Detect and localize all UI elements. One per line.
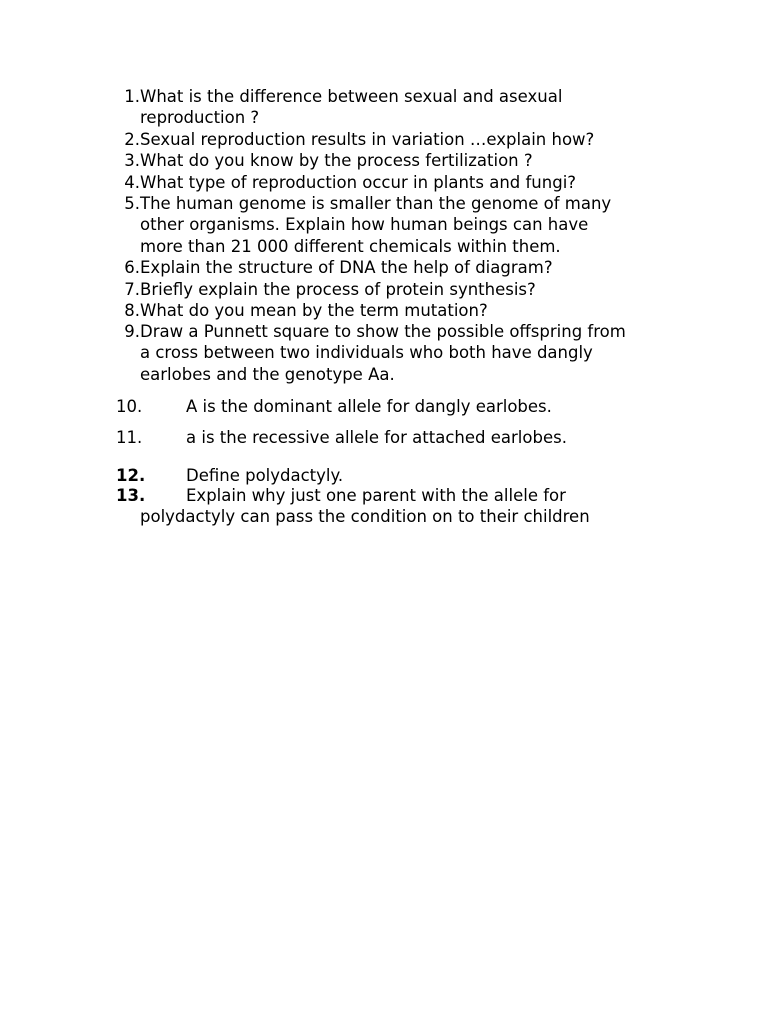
- question-line: other organisms. Explain how human beings can have: [140, 215, 589, 235]
- question-text: [140, 257, 553, 278]
- question-number: 7.: [124, 280, 140, 299]
- question-line: reproduction ?: [140, 108, 260, 128]
- question-number: 3.: [124, 151, 140, 170]
- question-text: [140, 193, 611, 257]
- question-line: What do you mean by the term mutation?: [140, 301, 488, 320]
- question-text: [140, 279, 536, 300]
- question-line: What is the difference between sexual and asexual: [140, 87, 563, 106]
- question-text: [140, 321, 626, 385]
- question-text: [140, 172, 576, 193]
- question-number: 10.: [116, 397, 143, 416]
- question-number: 5.: [124, 194, 140, 213]
- question-line: earlobes and the genotype Aa.: [140, 364, 395, 384]
- question-line: Explain the structure of DNA the help of diagram?: [140, 258, 553, 277]
- question-text: [140, 150, 533, 171]
- question-number: 6.: [124, 258, 140, 277]
- question-line: What do you know by the process fertilization ?: [140, 151, 533, 170]
- question-line: Sexual reproduction results in variation …explain how?: [140, 130, 595, 149]
- question-number: 4.: [124, 173, 140, 192]
- question-line: a cross between two individuals who both have dangly: [140, 343, 593, 363]
- question-line: more than 21 000 different chemicals within them.: [140, 236, 561, 256]
- question-line: Draw a Punnett square to show the possible offspring from: [140, 322, 626, 341]
- question-number: 9.: [124, 322, 140, 341]
- question-number: 13.: [116, 486, 146, 505]
- question-text: a is the recessive allele for attached earlobes.: [186, 428, 567, 447]
- question-text: [140, 300, 488, 321]
- question-text: [140, 86, 562, 129]
- question-text: [140, 129, 594, 150]
- question-number: 2.: [124, 130, 140, 149]
- question-line: What type of reproduction occur in plants and fungi?: [140, 173, 577, 192]
- question-number: 11.: [116, 428, 143, 447]
- question-number: 1.: [124, 87, 140, 106]
- question-text: A is the dominant allele for dangly earlobes.: [186, 397, 552, 416]
- question-text: Define polydactyly.: [186, 466, 344, 485]
- question-text: Explain why just one parent with the allele for: [186, 486, 566, 505]
- question-number: 8.: [124, 301, 140, 320]
- question-number: 12.: [116, 466, 146, 485]
- question-line: The human genome is smaller than the genome of many: [140, 194, 612, 213]
- question-line: Briefly explain the process of protein synthesis?: [140, 280, 536, 299]
- question-text-continued: polydactyly can pass the condition on to their children: [140, 507, 590, 527]
